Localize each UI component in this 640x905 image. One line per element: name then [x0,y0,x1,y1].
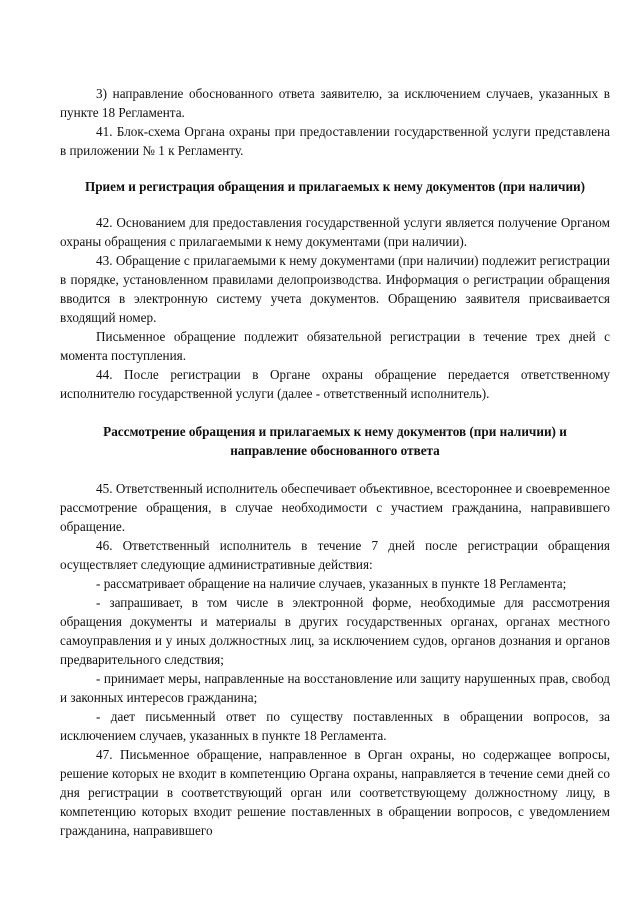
document-body [60,84,610,840]
list-item-take-measures: - принимает меры, направленные на восстановление или защиту нарушенных прав, свобод и законных интересов гражданина; [60,671,610,705]
paragraph-registration-term: Письменное обращение подлежит обязательной регистрации в течение трех дней с момента поступления. [60,329,610,363]
paragraph-42: 42. Основанием для предоставления государственной услуги является получение Органом охраны обращения с прилагаемыми к нему документами (при наличии). [60,215,610,249]
paragraph-45: 45. Ответственный исполнитель обеспечивает объективное, всестороннее и своевременное рассмотрение обращения, в случае необходимости с участием гражданина, направившего обращение. [60,481,610,534]
paragraph-46: 46. Ответственный исполнитель в течение 7 дней после регистрации обращения осуществляет следующие административные действия: [60,538,610,572]
paragraph-44: 44. После регистрации в Органе охраны обращение передается ответственному исполнителю государственной услуги (далее - ответственный исполнитель). [60,367,610,401]
section-heading-reception: Прием и регистрация обращения и прилагаемых к нему документов (при наличии) [84,179,586,194]
list-item-request-documents: - запрашивает, в том числе в электронной форме, необходимые для рассмотрения обращения документы и материалы в других государственных органах, органах местного самоуправления и у иных должностных лиц, за исключением судов, органов дознания и органов предварительного следствия; [60,595,610,667]
list-item-written-answer: - дает письменный ответ по существу поставленных в обращении вопросов, за исключением случаев, указанных в пункте 18 Регламента. [60,709,610,743]
paragraph-47: 47. Письменное обращение, направленное в Орган охраны, но содержащее вопросы, решение которых не входит в компетенцию Органа охраны, направляется в течение семи дней со дня регистрации в соответствующий орган или соответствующему должностному лицу, в компетенцию которых входит решение поставленных в обращении вопросов, с уведомлением гражданина, направившего [60,747,610,838]
list-item-review-cases: - рассматривает обращение на наличие случаев, указанных в пункте 18 Регламента; [96,576,567,591]
paragraph-41: 41. Блок-схема Органа охраны при предоставлении государственной услуги представлена в приложении № 1 к Регламенту. [60,124,610,158]
section-heading-review: Рассмотрение обращения и прилагаемых к нему документов (при наличии) и направление обоснованного ответа [103,424,567,458]
paragraph-43: 43. Обращение с прилагаемыми к нему документами (при наличии) подлежит регистрации в порядке, установленном правилами делопроизводства. Информация о регистрации обращения вводится в электронную систему учета документов. Обращению заявителя присваивается входящий номер. [60,253,610,325]
paragraph-3: 3) направление обоснованного ответа заявителю, за исключением случаев, указанных в пункте 18 Регламента. [60,86,610,120]
